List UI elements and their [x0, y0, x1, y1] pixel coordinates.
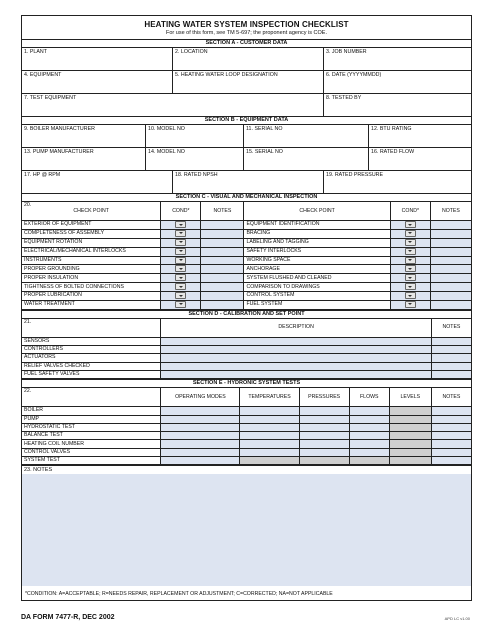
cond-select-left[interactable] — [161, 229, 201, 238]
cond-select-left[interactable] — [161, 238, 201, 247]
calibration-notes-input[interactable] — [431, 362, 471, 370]
description-input[interactable] — [161, 346, 432, 354]
section-e-header: SECTION E - HYDRONIC SYSTEM TESTS — [22, 380, 471, 388]
hydronic-cell[interactable] — [240, 423, 299, 431]
cond-select-left[interactable] — [161, 274, 201, 283]
calibration-row — [22, 354, 471, 362]
cond-select-left[interactable] — [161, 256, 201, 265]
boiler-model-label: 10. MODEL NO — [148, 126, 185, 132]
hydronic-cell — [389, 457, 431, 465]
col-levels: LEVELS — [389, 388, 431, 407]
test-equipment-label: 7. TEST EQUIPMENT — [24, 95, 77, 101]
chevron-down-icon[interactable] — [405, 283, 416, 290]
pump-model-field[interactable] — [146, 148, 244, 170]
cond-select-right[interactable] — [390, 274, 430, 283]
btu-rating-label: 12. BTU RATING — [371, 126, 412, 132]
pump-manufacturer-label: 13. PUMP MANUFACTURER — [24, 149, 94, 155]
checkpoint-left: WATER TREATMENT — [22, 300, 161, 309]
hydronic-item: HEATING COIL NUMBER — [22, 440, 161, 448]
chevron-down-icon[interactable] — [175, 221, 186, 228]
chevron-down-icon[interactable] — [175, 239, 186, 246]
equipment-label: 4. EQUIPMENT — [24, 72, 62, 78]
hydronic-cell[interactable] — [349, 407, 389, 415]
hydronic-row — [22, 440, 471, 448]
notes-input-left[interactable] — [201, 247, 244, 256]
hp-rpm-field[interactable] — [22, 171, 173, 193]
cond-select-right[interactable] — [390, 238, 430, 247]
notes-input-left[interactable] — [201, 229, 244, 238]
hydronic-cell[interactable] — [161, 407, 240, 415]
section-d-header: SECTION D - CALIBRATION AND SET POINT — [22, 311, 471, 319]
notes-input-right[interactable] — [430, 283, 471, 292]
notes-input-right[interactable] — [430, 292, 471, 301]
notes-input-left[interactable] — [201, 292, 244, 301]
chevron-down-icon[interactable] — [175, 292, 186, 299]
inspection-table — [22, 202, 471, 310]
cond-select-right[interactable] — [390, 300, 430, 309]
calibration-item: FUEL SAFETY VALVES — [22, 370, 161, 378]
calibration-item: ACTUATORS — [22, 354, 161, 362]
notes-input-left[interactable] — [201, 238, 244, 247]
hydronic-cell[interactable] — [161, 448, 240, 456]
job-number-field[interactable] — [324, 48, 471, 70]
hydronic-cell[interactable] — [349, 423, 389, 431]
btu-rating-field[interactable] — [369, 125, 471, 147]
chevron-down-icon[interactable] — [405, 257, 416, 264]
hydronic-cell[interactable] — [431, 423, 471, 431]
hydronic-cell[interactable] — [240, 432, 299, 440]
cond-select-left[interactable] — [161, 292, 201, 301]
pump-serial-field[interactable] — [244, 148, 369, 170]
chevron-down-icon[interactable] — [405, 292, 416, 299]
rated-pressure-label: 19. RATED PRESSURE — [326, 172, 384, 178]
section-a-header: SECTION A - CUSTOMER DATA — [22, 40, 471, 48]
hydronic-cell[interactable] — [240, 440, 299, 448]
cond-select-left[interactable] — [161, 265, 201, 274]
form-subtitle: For use of this form, see TM 5-697; the proponent agency is COE. — [22, 29, 471, 40]
notes-textarea[interactable] — [22, 474, 471, 586]
hydronic-item: BOILER — [22, 407, 161, 415]
chevron-down-icon[interactable] — [175, 274, 186, 281]
test-equipment-field[interactable] — [22, 94, 324, 116]
notes-input-right[interactable] — [430, 229, 471, 238]
notes-input-right[interactable] — [430, 238, 471, 247]
notes-input-right[interactable] — [430, 221, 471, 230]
loop-designation-label: 5. HEATING WATER LOOP DESIGNATION — [175, 72, 278, 78]
pump-manufacturer-field[interactable] — [22, 148, 146, 170]
description-input[interactable] — [161, 337, 432, 345]
chevron-down-icon[interactable] — [175, 257, 186, 264]
checkpoint-left: TIGHTNESS OF BOLTED CONNECTIONS — [22, 283, 161, 292]
cond-select-left[interactable] — [161, 221, 201, 230]
chevron-down-icon[interactable] — [405, 274, 416, 281]
checkpoint-left: PROPER GROUNDING — [22, 265, 161, 274]
calibration-item: SENSORS — [22, 337, 161, 345]
hydronic-cell[interactable] — [299, 407, 349, 415]
rated-npsh-field[interactable] — [173, 171, 324, 193]
hydronic-cell[interactable] — [161, 415, 240, 423]
hydronic-row — [22, 457, 471, 465]
description-input[interactable] — [161, 354, 432, 362]
notes-input-right[interactable] — [430, 274, 471, 283]
notes-input-right[interactable] — [430, 300, 471, 309]
hydronic-row — [22, 448, 471, 456]
calibration-item: CONTROLLERS — [22, 346, 161, 354]
equipment-field[interactable] — [22, 71, 173, 93]
hydronic-cell[interactable] — [161, 457, 240, 465]
chevron-down-icon[interactable] — [175, 301, 186, 308]
hydronic-cell[interactable] — [349, 415, 389, 423]
calibration-header-row — [22, 319, 471, 338]
chevron-down-icon[interactable] — [405, 301, 416, 308]
hydronic-cell — [389, 432, 431, 440]
calibration-notes-input[interactable] — [431, 337, 471, 345]
hydronic-cell — [389, 448, 431, 456]
checkpoint-right: WORKING SPACE — [244, 256, 390, 265]
hydronic-cell[interactable] — [161, 432, 240, 440]
hydronic-cell[interactable] — [240, 448, 299, 456]
checkpoint-right: EQUIPMENT IDENTIFICATION — [244, 221, 390, 230]
tested-by-label: 8. TESTED BY — [326, 95, 362, 101]
cond-select-right[interactable] — [390, 247, 430, 256]
checkpoint-right: LABELING AND TAGGING — [244, 238, 390, 247]
cond-select-right[interactable] — [390, 221, 430, 230]
tested-by-field[interactable] — [324, 94, 471, 116]
hydronic-cell[interactable] — [161, 423, 240, 431]
chevron-down-icon[interactable] — [405, 239, 416, 246]
checkpoint-right: CONTROL SYSTEM — [244, 292, 390, 301]
checkpoint-right: SAFETY INTERLOCKS — [244, 247, 390, 256]
boiler-serial-field[interactable] — [244, 125, 369, 147]
chevron-down-icon[interactable] — [405, 221, 416, 228]
rated-flow-label: 16. RATED FLOW — [371, 149, 415, 155]
inspection-form — [21, 15, 472, 601]
hydronic-cell[interactable] — [349, 432, 389, 440]
hydronic-item: SYSTEM TEST — [22, 457, 161, 465]
calibration-notes-input[interactable] — [431, 354, 471, 362]
col-temperatures: TEMPERATURES — [240, 388, 299, 407]
plant-label: 1. PLANT — [24, 49, 47, 55]
notes-input-right[interactable] — [430, 256, 471, 265]
section-b-header: SECTION B - EQUIPMENT DATA — [22, 117, 471, 125]
notes-input-left[interactable] — [201, 256, 244, 265]
notes-input-right[interactable] — [430, 265, 471, 274]
inspection-row — [22, 256, 471, 265]
cond-select-right[interactable] — [390, 283, 430, 292]
hydronic-cell[interactable] — [349, 448, 389, 456]
hydronic-item: CONTROL VALVES — [22, 448, 161, 456]
notes-input-left[interactable] — [201, 300, 244, 309]
calibration-notes-input[interactable] — [431, 346, 471, 354]
notes-input-left[interactable] — [201, 274, 244, 283]
hydronic-cell[interactable] — [299, 423, 349, 431]
hydronic-cell[interactable] — [431, 448, 471, 456]
chevron-down-icon[interactable] — [405, 265, 416, 272]
col-operating-modes: OPERATING MODES — [161, 388, 240, 407]
checkpoint-left: EXTERIOR OF EQUIPMENT — [22, 221, 161, 230]
inspection-header-row — [22, 202, 471, 221]
hydronic-num: 22. — [22, 388, 161, 407]
date-field[interactable] — [324, 71, 471, 93]
pump-serial-label: 15. SERIAL NO — [246, 149, 283, 155]
checkpoint-right: BRACING — [244, 229, 390, 238]
rated-flow-field[interactable] — [369, 148, 471, 170]
notes-section — [22, 466, 471, 600]
hydronic-cell — [389, 415, 431, 423]
checkpoint-header-left: 20. CHECK POINT — [22, 202, 161, 221]
hydronic-cell[interactable] — [431, 440, 471, 448]
notes-input-right[interactable] — [430, 247, 471, 256]
inspection-row — [22, 274, 471, 283]
chevron-down-icon[interactable] — [175, 265, 186, 272]
hydronic-cell — [349, 457, 389, 465]
chevron-down-icon[interactable] — [405, 248, 416, 255]
hydronic-row — [22, 415, 471, 423]
calibration-notes-input[interactable] — [431, 370, 471, 378]
rated-npsh-label: 18. RATED NPSH — [175, 172, 218, 178]
pump-model-label: 14. MODEL NO — [148, 149, 185, 155]
notes-input-left[interactable] — [201, 265, 244, 274]
boiler-model-field[interactable] — [146, 125, 244, 147]
inspection-row — [22, 300, 471, 309]
calibration-table — [22, 319, 471, 379]
hydronic-cell[interactable] — [431, 415, 471, 423]
cond-header-left: COND* — [161, 202, 201, 221]
calibration-row — [22, 346, 471, 354]
hydronic-table — [22, 388, 471, 465]
calibration-row — [22, 362, 471, 370]
hydronic-cell — [299, 457, 349, 465]
inspection-row — [22, 247, 471, 256]
hydronic-row — [22, 407, 471, 415]
hydronic-cell — [240, 457, 299, 465]
hydronic-cell[interactable] — [431, 432, 471, 440]
apd-version: APD LC v1.00 — [444, 616, 470, 621]
inspection-row — [22, 265, 471, 274]
calibration-row — [22, 337, 471, 345]
inspection-row — [22, 292, 471, 301]
checkpoint-right: FUEL SYSTEM — [244, 300, 390, 309]
hydronic-cell[interactable] — [299, 415, 349, 423]
notes-header-left: NOTES — [201, 202, 244, 221]
hydronic-item: PUMP — [22, 415, 161, 423]
hydronic-header-row — [22, 388, 471, 407]
boiler-serial-label: 11. SERIAL NO — [246, 126, 283, 132]
cond-select-right[interactable] — [390, 256, 430, 265]
checkpoint-left: INSTRUMENTS — [22, 256, 161, 265]
inspection-row — [22, 238, 471, 247]
calibration-num: 21. — [22, 319, 161, 338]
checkpoint-right: COMPARISON TO DRAWINGS — [244, 283, 390, 292]
hydronic-item: HYDROSTATIC TEST — [22, 423, 161, 431]
inspection-row — [22, 229, 471, 238]
form-id: DA FORM 7477-R, DEC 2002 — [21, 614, 115, 621]
hydronic-cell[interactable] — [161, 440, 240, 448]
cond-select-right[interactable] — [390, 229, 430, 238]
boiler-manufacturer-label: 9. BOILER MANUFACTURER — [24, 126, 95, 132]
hp-rpm-label: 17. HP @ RPM — [24, 172, 61, 178]
notes-header-right: NOTES — [430, 202, 471, 221]
chevron-down-icon[interactable] — [175, 230, 186, 237]
cond-select-left[interactable] — [161, 283, 201, 292]
hydronic-cell — [389, 423, 431, 431]
checkpoint-left: PROPER LUBRICATION — [22, 292, 161, 301]
form-title: HEATING WATER SYSTEM INSPECTION CHECKLIST — [144, 20, 349, 29]
hydronic-cell — [389, 407, 431, 415]
chevron-down-icon[interactable] — [175, 283, 186, 290]
col-notes: NOTES — [431, 388, 471, 407]
col-pressures: PRESSURES — [299, 388, 349, 407]
checkpoint-left: PROPER INSULATION — [22, 274, 161, 283]
calibration-notes-header: NOTES — [431, 319, 471, 338]
calibration-row — [22, 370, 471, 378]
inspection-row — [22, 221, 471, 230]
calibration-item: RELIEF VALVES CHECKED — [22, 362, 161, 370]
chevron-down-icon[interactable] — [175, 248, 186, 255]
notes-input-left[interactable] — [201, 283, 244, 292]
loop-designation-field[interactable] — [173, 71, 324, 93]
hydronic-row — [22, 432, 471, 440]
hydronic-cell — [389, 440, 431, 448]
hydronic-item: BALANCE TEST — [22, 432, 161, 440]
checkpoint-left: COMPLETENESS OF ASSEMBLY — [22, 229, 161, 238]
description-input[interactable] — [161, 362, 432, 370]
description-header: DESCRIPTION — [161, 319, 432, 338]
hydronic-cell[interactable] — [299, 432, 349, 440]
hydronic-cell[interactable] — [240, 407, 299, 415]
inspection-row — [22, 283, 471, 292]
plant-field[interactable] — [22, 48, 173, 70]
boiler-manufacturer-field[interactable] — [22, 125, 146, 147]
location-label: 2. LOCATION — [175, 49, 208, 55]
cond-header-right: COND* — [390, 202, 430, 221]
section-c-header: SECTION C - VISUAL AND MECHANICAL INSPECTION — [22, 194, 471, 202]
rated-pressure-field[interactable] — [324, 171, 471, 193]
cond-select-left[interactable] — [161, 247, 201, 256]
date-label: 6. DATE (YYYYMMDD) — [326, 72, 382, 78]
cond-select-right[interactable] — [390, 292, 430, 301]
cond-select-right[interactable] — [390, 265, 430, 274]
hydronic-cell[interactable] — [431, 457, 471, 465]
checkpoint-left: EQUIPMENT ROTATION — [22, 238, 161, 247]
hydronic-cell[interactable] — [299, 448, 349, 456]
hydronic-cell[interactable] — [240, 415, 299, 423]
checkpoint-right: SYSTEM FLUSHED AND CLEANED — [244, 274, 390, 283]
notes-label: 23. NOTES — [24, 467, 53, 474]
description-input[interactable] — [161, 370, 432, 378]
notes-input-left[interactable] — [201, 221, 244, 230]
hydronic-row — [22, 423, 471, 431]
job-number-label: 3. JOB NUMBER — [326, 49, 367, 55]
hydronic-cell[interactable] — [299, 440, 349, 448]
cond-select-left[interactable] — [161, 300, 201, 309]
hydronic-cell[interactable] — [431, 407, 471, 415]
location-field[interactable] — [173, 48, 324, 70]
checkpoint-header-right: CHECK POINT — [244, 202, 390, 221]
col-flows: FLOWS — [349, 388, 389, 407]
hydronic-cell[interactable] — [349, 440, 389, 448]
checkpoint-left: ELECTRICAL/MECHANICAL INTERLOCKS — [22, 247, 161, 256]
chevron-down-icon[interactable] — [405, 230, 416, 237]
condition-footnote: *CONDITION: A=ACCEPTABLE; R=NEEDS REPAIR, REPLACEMENT OR ADJUSTMENT; C=CORRECTED; NA=NOT APPLICABLE — [25, 591, 333, 598]
checkpoint-right: ANCHORAGE — [244, 265, 390, 274]
